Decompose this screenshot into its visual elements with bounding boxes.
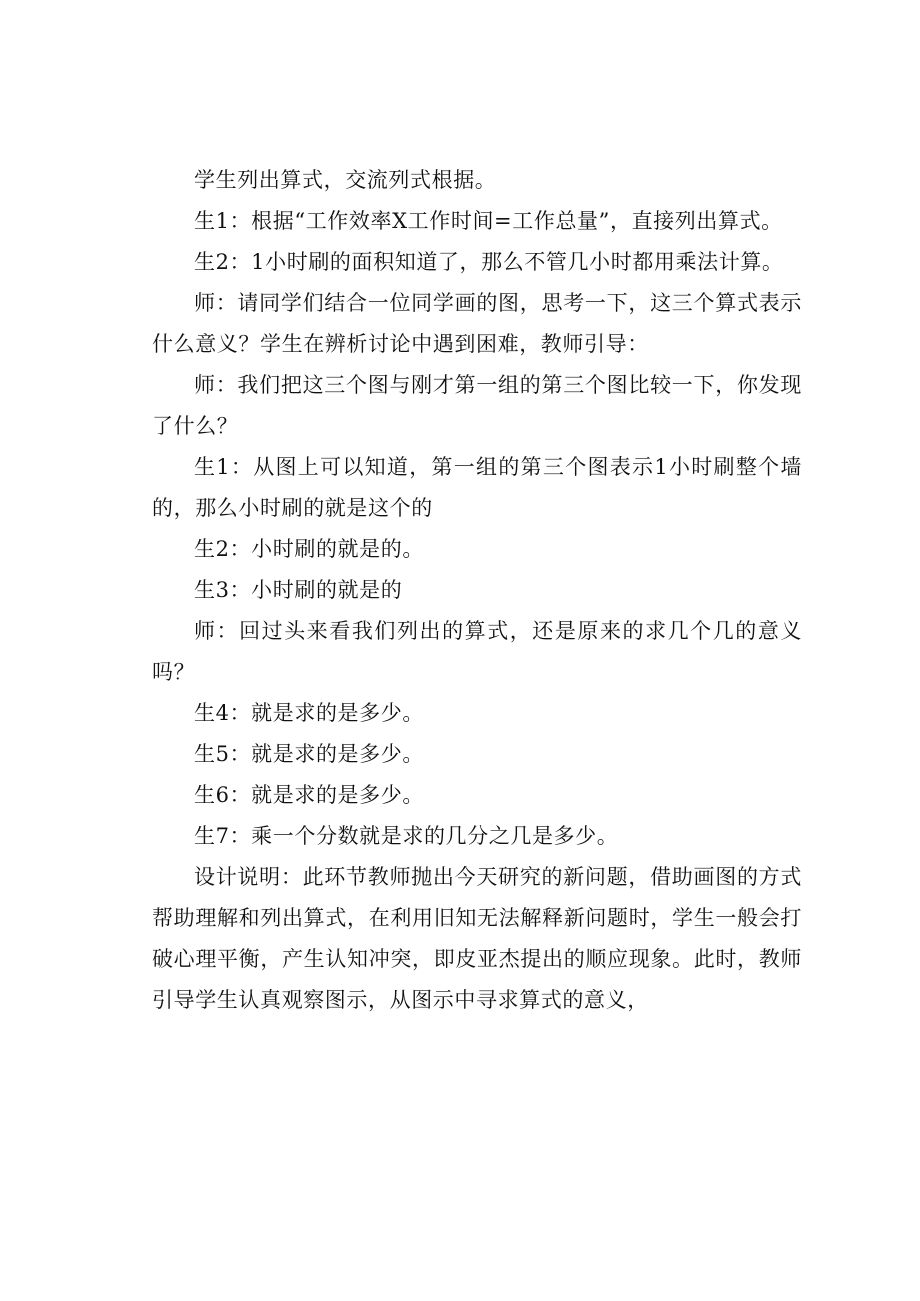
paragraph-3: 生2：1小时刷的面积知道了，那么不管几小时都用乘法计算。: [194, 250, 784, 274]
paragraph-13: 生7：乘一个分数就是求的几分之几是多少。: [194, 824, 619, 848]
paragraph-14: 设计说明：此环节教师抛出今天研究的新问题，借助画图的方式帮助理解和列出算式，在利用旧知无法解释新问题时，学生一般会打破心理平衡，产生认知冲突，即皮亚杰提出的顺应现象。此时，教师引导学生认真观察图示，从图示中寻求算式的意义，: [152, 865, 802, 1012]
paragraph-4: 师：请同学们结合一位同学画的图，思考一下，这三个算式表示什么意义？学生在辨析讨论中遇到困难，教师引导：: [152, 291, 802, 356]
paragraph-11: 生5：就是求的是多少。: [194, 742, 424, 766]
paragraph-1: 学生列出算式，交流列式根据。: [194, 168, 497, 192]
paragraph-6: 生1：从图上可以知道，第一组的第三个图表示1小时刷整个墙的，那么小时刷的就是这个的: [152, 455, 802, 520]
paragraph-2: 生1：根据“工作效率X工作时间=工作总量”，直接列出算式。: [194, 209, 783, 233]
paragraph-5: 师：我们把这三个图与刚才第一组的第三个图比较一下，你发现了什么？: [152, 373, 802, 438]
paragraph-9: 师：回过头来看我们列出的算式，还是原来的求几个几的意义吗？: [152, 619, 802, 684]
paragraph-8: 生3：小时刷的就是的: [194, 578, 403, 602]
paragraph-10: 生4：就是求的是多少。: [194, 701, 424, 725]
paragraph-7: 生2：小时刷的就是的。: [194, 537, 424, 561]
document-body: [152, 160, 802, 1021]
paragraph-12: 生6：就是求的是多少。: [194, 783, 424, 807]
